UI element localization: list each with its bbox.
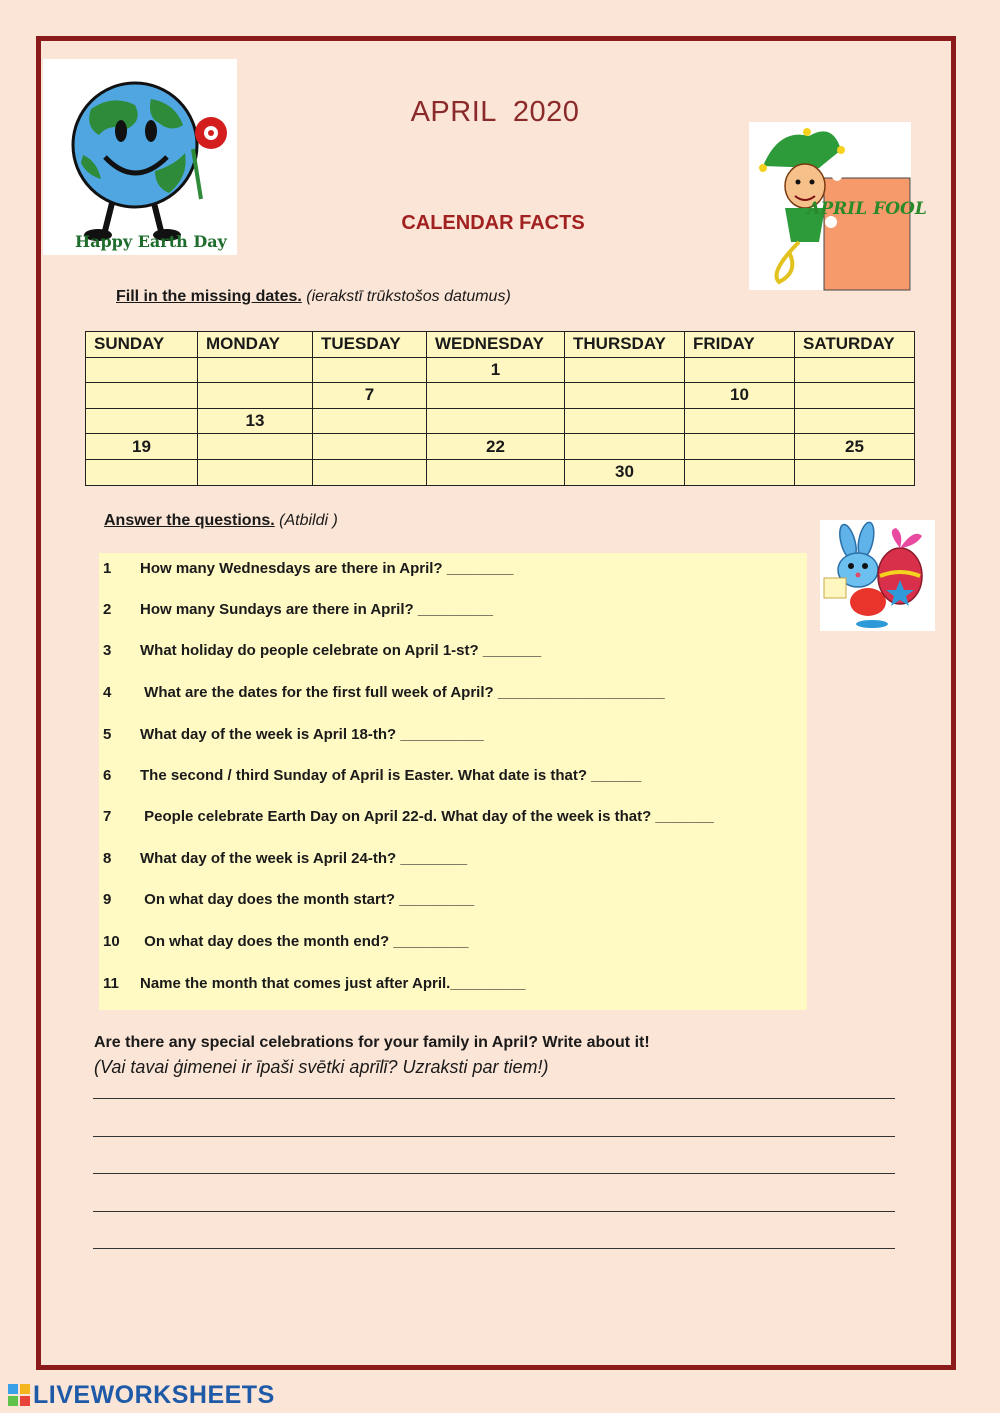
date-cell[interactable] [565,383,685,409]
date-cell[interactable] [427,459,565,485]
questions-instruction [104,512,338,530]
question-number: 5 [103,726,112,743]
question-item [103,684,665,706]
calendar-week-row [86,434,915,460]
date-cell: 25 [795,434,915,460]
question-text: What are the dates for the first full week of April? ____________________ [140,684,665,701]
date-cell[interactable] [685,408,795,434]
answer-line[interactable] [93,1211,895,1212]
calendar-week-row [86,383,915,409]
easter-bunny-illustration [820,520,935,631]
question-number: 11 [103,975,119,992]
question-text: On what day does the month start? _________ [140,891,475,908]
date-cell[interactable] [565,357,685,383]
april-fool-caption: APRIL FOOL [807,199,927,219]
date-cell[interactable] [86,459,198,485]
date-cell[interactable] [313,434,427,460]
question-text: Name the month that comes just after April._________ [140,975,526,992]
date-cell: 10 [685,383,795,409]
calendar-header-cell: WEDNESDAY [427,332,565,358]
calendar-header-cell: FRIDAY [685,332,795,358]
date-cell[interactable] [427,383,565,409]
earth-day-caption: Happy Earth Day [75,232,227,251]
calendar-week-row [86,408,915,434]
date-cell: 7 [313,383,427,409]
date-cell[interactable] [198,383,313,409]
date-cell[interactable] [313,408,427,434]
question-text: How many Sundays are there in April? _________ [140,601,493,618]
earth-day-illustration [43,59,237,255]
date-cell[interactable] [795,383,915,409]
date-cell[interactable] [795,357,915,383]
april-fool-illustration [749,122,927,290]
questions-instruction-text: Answer the questions. [104,512,275,529]
question-text: How many Wednesdays are there in April? ________ [140,560,514,577]
question-text: People celebrate Earth Day on April 22-d. What day of the week is that? _______ [140,808,714,825]
date-cell: 22 [427,434,565,460]
liveworksheets-brand[interactable] [8,1382,275,1408]
question-text: On what day does the month end? _________ [140,933,469,950]
question-item [103,933,468,955]
question-number: 1 [103,560,112,577]
calendar-header-row [86,332,915,358]
question-number: 3 [103,642,112,659]
question-item [103,891,474,913]
question-number: 7 [103,808,112,825]
question-item [103,975,525,997]
calendar-header-cell: SATURDAY [795,332,915,358]
calendar-instruction-translation: (ierakstī trūkstošos datumus) [306,288,511,305]
page-subtitle: CALENDAR FACTS [401,212,585,234]
date-cell: 19 [86,434,198,460]
date-cell[interactable] [313,459,427,485]
question-item [103,601,493,623]
date-cell[interactable] [86,408,198,434]
date-cell[interactable] [565,408,685,434]
question-item [103,767,641,789]
date-cell[interactable] [795,408,915,434]
question-item [103,642,541,664]
liveworksheets-wordmark: LIVEWORKSHEETS [33,1380,275,1409]
answer-line[interactable] [93,1173,895,1174]
question-text: The second / third Sunday of April is Easter. What date is that? ______ [140,767,642,784]
date-cell[interactable] [86,357,198,383]
question-number: 4 [103,684,112,701]
date-cell[interactable] [685,357,795,383]
question-text: What day of the week is April 18-th? __________ [140,726,484,743]
date-cell: 13 [198,408,313,434]
date-cell[interactable] [86,383,198,409]
family-question-translation: (Vai tavai ģimenei ir īpaši svētki aprīlī? Uzraksti par tiem!) [94,1057,549,1077]
questions-instruction-translation: (Atbildi ) [279,512,338,529]
calendar-header-cell: MONDAY [198,332,313,358]
question-item [103,560,514,582]
date-cell[interactable] [795,459,915,485]
question-number: 8 [103,850,112,867]
question-number: 6 [103,767,112,784]
date-cell: 1 [427,357,565,383]
page-title: APRIL 2020 [410,96,580,128]
calendar-week-row [86,357,915,383]
question-item [103,808,714,830]
date-cell[interactable] [685,434,795,460]
question-number: 9 [103,891,112,908]
calendar-table [85,331,915,486]
date-cell[interactable] [565,434,685,460]
date-cell[interactable] [427,408,565,434]
date-cell[interactable] [313,357,427,383]
calendar-header-cell: THURSDAY [565,332,685,358]
calendar-header-cell: SUNDAY [86,332,198,358]
question-text: What holiday do people celebrate on April 1-st? _______ [140,642,542,659]
question-text: What day of the week is April 24-th? ________ [140,850,468,867]
question-item [103,850,467,872]
answer-line[interactable] [93,1248,895,1249]
calendar-instruction [116,288,511,306]
question-number: 10 [103,933,120,950]
liveworksheets-logo-icon [8,1384,30,1406]
family-question: Are there any special celebrations for your family in April? Write about it! [94,1034,650,1051]
question-item [103,726,484,748]
date-cell[interactable] [198,357,313,383]
date-cell: 30 [565,459,685,485]
question-number: 2 [103,601,112,618]
calendar-instruction-text: Fill in the missing dates. [116,288,302,305]
date-cell[interactable] [685,459,795,485]
date-cell[interactable] [198,459,313,485]
calendar-week-row [86,459,915,485]
questions-panel [99,553,807,1010]
answer-line[interactable] [93,1136,895,1137]
answer-line[interactable] [93,1098,895,1099]
calendar-header-cell: TUESDAY [313,332,427,358]
date-cell[interactable] [198,434,313,460]
